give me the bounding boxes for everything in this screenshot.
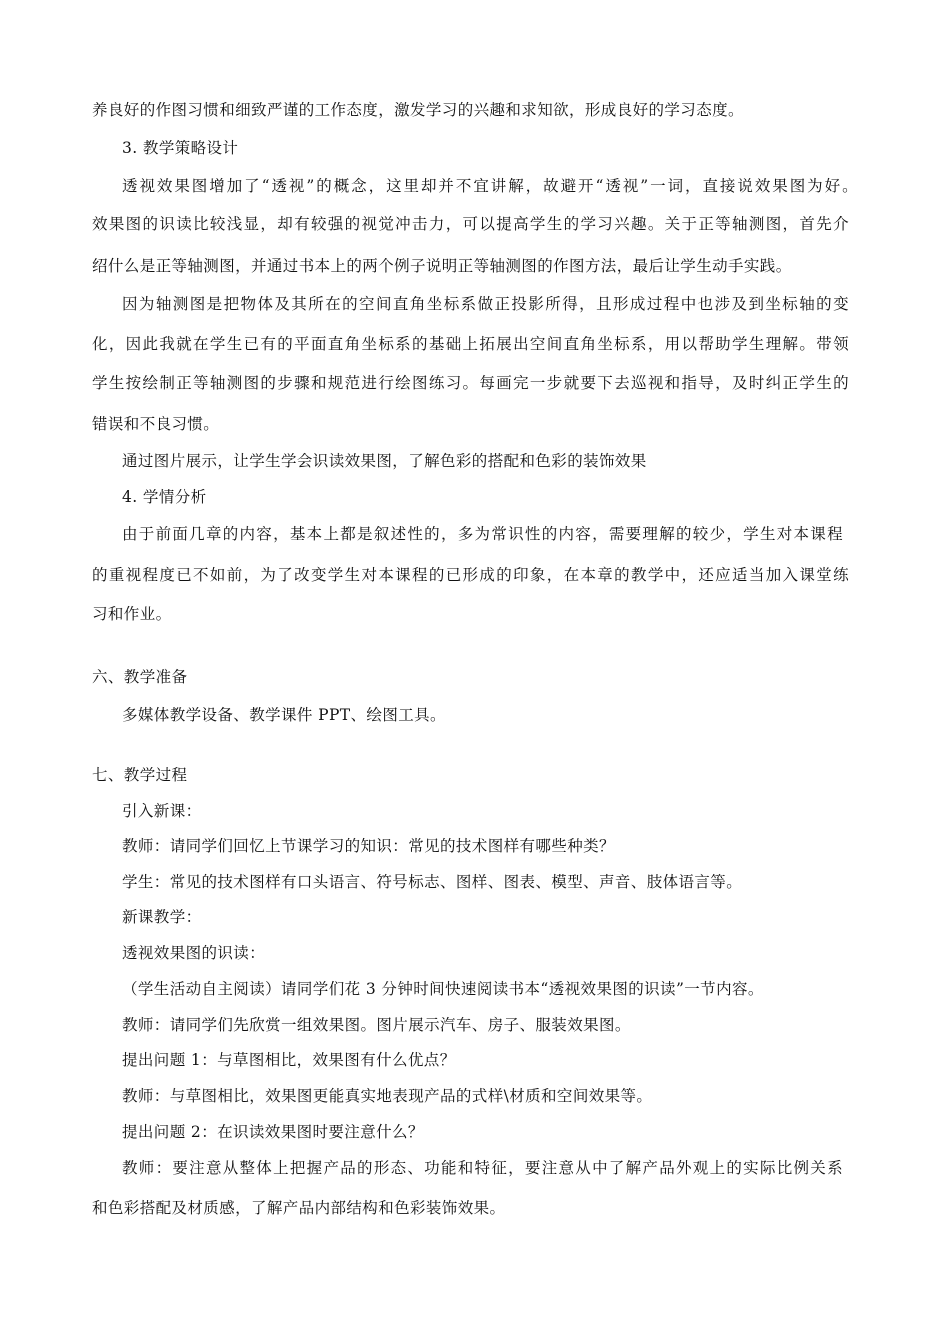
paragraph-line: 错误和不良习惯。 <box>92 415 220 433</box>
paragraph-line: 的重视程度已不如前，为了改变学生对本课程的已形成的印象，在本章的教学中，还应适当加入课堂练 <box>92 566 849 584</box>
paragraph-line: 透视效果图增加了“透视”的概念，这里却并不宜讲解，故避开“透视”一词，直接说效果图为好。 <box>122 177 858 195</box>
paragraph-line: 学生：常见的技术图样有口头语言、符号标志、图样、图表、模型、声音、肢体语言等。 <box>122 873 743 891</box>
chapter-heading: 六、教学准备 <box>92 668 188 686</box>
paragraph-line: 新课教学： <box>122 908 202 926</box>
paragraph-line: 养良好的作图习惯和细致严谨的工作态度，激发学习的兴趣和求知欲，形成良好的学习态度。 <box>92 101 744 119</box>
paragraph-line: 由于前面几章的内容，基本上都是叙述性的，多为常识性的内容，需要理解的较少，学生对本课程 <box>122 525 843 543</box>
paragraph-line: 学生按绘制正等轴测图的步骤和规范进行绘图练习。每画完一步就要下去巡视和指导，及时纠正学生的 <box>92 374 849 392</box>
paragraph-line: 教师：与草图相比，效果图更能真实地表现产品的式样\材质和空间效果等。 <box>122 1087 653 1105</box>
paragraph-line: 通过图片展示，让学生学会识读效果图，了解色彩的搭配和色彩的装饰效果 <box>122 452 647 470</box>
paragraph-line: 绍什么是正等轴测图，并通过书本上的两个例子说明正等轴测图的作图方法，最后让学生动手实践。 <box>92 257 792 275</box>
paragraph-line: 引入新课： <box>122 802 202 820</box>
paragraph-line: 教师：要注意从整体上把握产品的形态、功能和特征，要注意从中了解产品外观上的实际比例关系 <box>122 1159 843 1177</box>
section-heading: 3. 教学策略设计 <box>122 139 239 157</box>
paragraph-line: 透视效果图的识读： <box>122 944 266 962</box>
paragraph-line: 教师：请同学们回忆上节课学习的知识：常见的技术图样有哪些种类？ <box>122 837 615 855</box>
paragraph-line: 效果图的识读比较浅显，却有较强的视觉冲击力，可以提高学生的学习兴趣。关于正等轴测图，首先介 <box>92 215 849 233</box>
section-heading: 4. 学情分析 <box>122 488 207 506</box>
paragraph-line: 提出问题 1：与草图相比，效果图有什么优点？ <box>122 1051 456 1069</box>
paragraph-line: （学生活动自主阅读）请同学们花 3 分钟时间快速阅读书本“透视效果图的识读”一节内容。 <box>122 980 764 998</box>
chapter-heading: 七、教学过程 <box>92 766 188 784</box>
paragraph-line: 因为轴测图是把物体及其所在的空间直角坐标系做正投影所得，且形成过程中也涉及到坐标轴的变 <box>122 295 849 313</box>
paragraph-line: 习和作业。 <box>92 605 172 623</box>
paragraph-line: 化，因此我就在学生已有的平面直角坐标系的基础上拓展出空间直角坐标系，用以帮助学生理解。带领 <box>92 335 849 353</box>
paragraph-line: 提出问题 2：在识读效果图时要注意什么？ <box>122 1123 424 1141</box>
paragraph-line: 多媒体教学设备、教学课件 PPT、绘图工具。 <box>122 706 446 724</box>
paragraph-line: 教师：请同学们先欣赏一组效果图。图片展示汽车、房子、服装效果图。 <box>122 1016 631 1034</box>
paragraph-line: 和色彩搭配及材质感，了解产品内部结构和色彩装饰效果。 <box>92 1199 506 1217</box>
